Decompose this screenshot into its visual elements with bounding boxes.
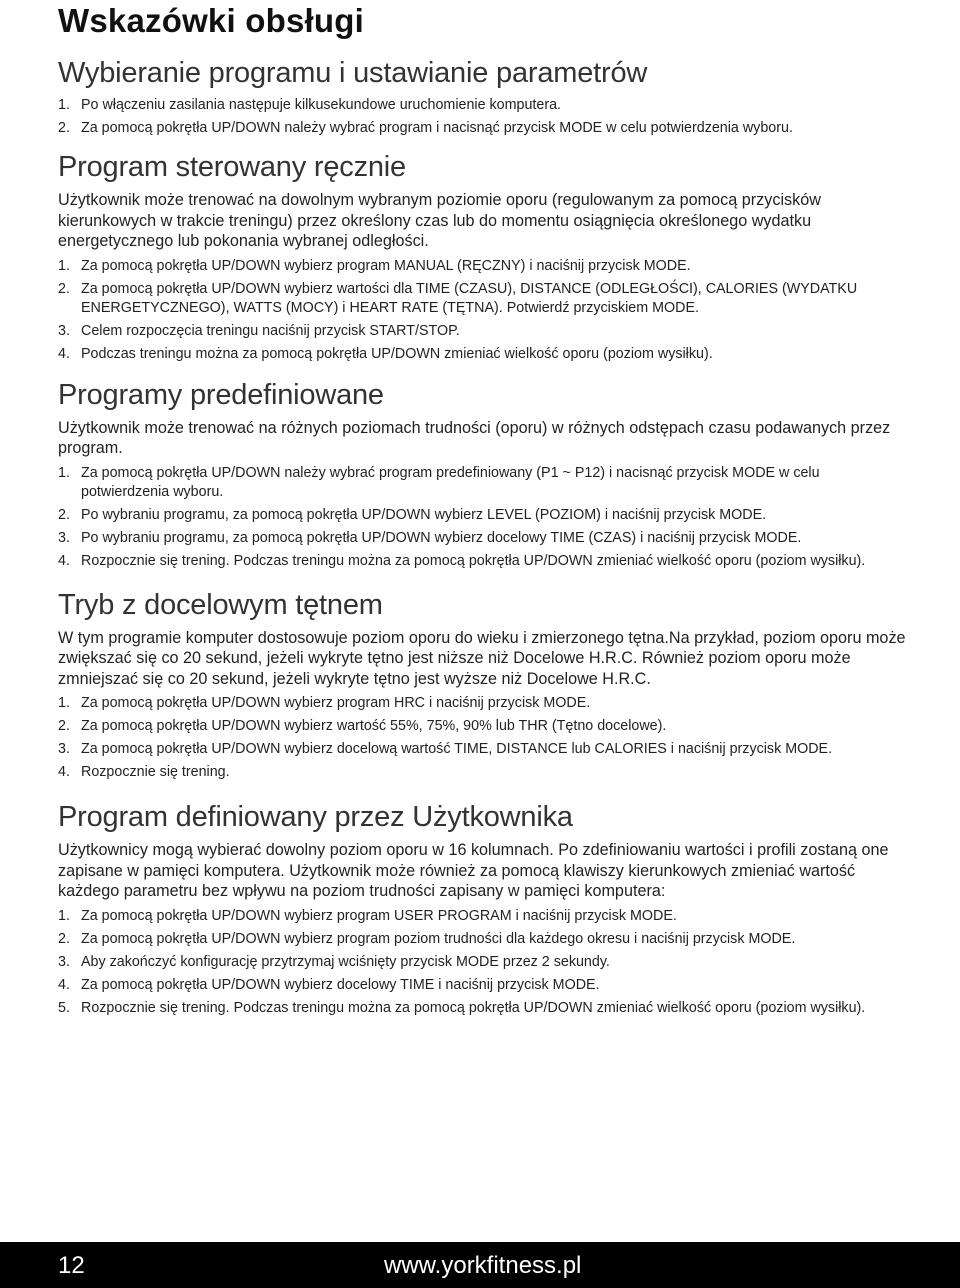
- section-heading: Tryb z docelowym tętnem: [58, 588, 383, 621]
- list-item: [58, 552, 908, 571]
- step-number: 2.: [58, 120, 70, 136]
- page-footer: [0, 1242, 960, 1288]
- list-item: [58, 506, 908, 525]
- step-text: Za pomocą pokrętła UP/DOWN wybierz wartości dla TIME (CZASU), DISTANCE (ODLEGŁOŚCI), CALORIES (WYDATKU ENERGETYCZNEGO), WATTS (MOCY) i HEART RATE (TĘTNA). Potwierdź przyciskiem MODE.: [81, 280, 858, 316]
- step-text: Za pomocą pokrętła UP/DOWN wybierz program MANUAL (RĘCZNY) i naciśnij przycisk MODE.: [81, 257, 691, 274]
- step-text: Za pomocą pokrętła UP/DOWN wybierz program USER PROGRAM i naciśnij przycisk MODE.: [81, 907, 677, 924]
- step-number: 3.: [58, 741, 70, 757]
- steps-list: [58, 907, 908, 1018]
- steps-list: [58, 96, 908, 138]
- section-intro: W tym programie komputer dostosowuje poziom oporu do wieku i zmierzonego tętna.Na przykład, poziom oporu może zwiększać się co 20 sekund, jeżeli wykryte tętno jest niższe niż Docelowe H.R.C. Również poziom oporu może zmniejszać się co 20 sekund, jeżeli wykryte tętno jest wyższe niż Docelowe H.R.C.: [58, 628, 906, 688]
- list-item: [58, 999, 908, 1018]
- step-number: 1.: [58, 257, 70, 274]
- step-number: 2.: [58, 280, 70, 297]
- step-number: 4.: [58, 764, 70, 780]
- step-text: Celem rozpoczęcia treningu naciśnij przycisk START/STOP.: [81, 322, 460, 339]
- step-text: Za pomocą pokrętła UP/DOWN wybierz program poziom trudności dla każdego okresu i naciśnij przycisk MODE.: [81, 930, 796, 947]
- step-number: 3.: [58, 529, 70, 546]
- step-text: Za pomocą pokrętła UP/DOWN należy wybrać program predefiniowany (P1 ~ P12) i nacisnąć przycisk MODE w celu potwierdzenia wyboru.: [81, 464, 820, 500]
- list-item: [58, 976, 908, 995]
- step-number: 3.: [58, 953, 70, 970]
- list-item: [58, 322, 908, 341]
- list-item: [58, 96, 908, 115]
- step-number: 4.: [58, 345, 70, 362]
- step-number: 1.: [58, 907, 70, 924]
- list-item: [58, 464, 908, 502]
- section-heading: Program definiowany przez Użytkownika: [58, 801, 573, 833]
- steps-list: [58, 464, 908, 571]
- page-number: 12: [58, 1252, 85, 1279]
- section-predefined-programs: [58, 378, 908, 571]
- step-text: Za pomocą pokrętła UP/DOWN wybierz program HRC i naciśnij przycisk MODE.: [81, 695, 591, 711]
- section-heading: Program sterowany ręcznie: [58, 151, 406, 183]
- step-number: 2.: [58, 506, 70, 523]
- list-item: [58, 345, 908, 364]
- section-user-program: [58, 800, 908, 1018]
- section-intro: Użytkownicy mogą wybierać dowolny poziom oporu w 16 kolumnach. Po zdefiniowaniu wartości i profili zostaną one zapisane w pamięci komputera. Użytkownik może również za pomocą klawiszy kierunkowych zmieniać wartość każdego parametru bez wpływu na poziom trudności zapisany w pamięci komputera:: [58, 841, 889, 900]
- list-item: [58, 763, 908, 782]
- step-text: Za pomocą pokrętła UP/DOWN wybierz wartość 55%, 75%, 90% lub THR (Tętno docelowe).: [81, 718, 667, 734]
- step-text: Po wybraniu programu, za pomocą pokrętła UP/DOWN wybierz docelowy TIME (CZAS) i naciśnij przycisk MODE.: [81, 529, 802, 546]
- step-number: 1.: [58, 695, 70, 711]
- list-item: [58, 930, 908, 949]
- step-number: 2.: [58, 718, 70, 734]
- step-number: 1.: [58, 464, 70, 481]
- step-number: 1.: [58, 97, 70, 113]
- step-text: Podczas treningu można za pomocą pokrętła UP/DOWN zmieniać wielkość oporu (poziom wysiłku).: [81, 345, 713, 362]
- step-text: Po wybraniu programu, za pomocą pokrętła UP/DOWN wybierz LEVEL (POZIOM) i naciśnij przycisk MODE.: [81, 506, 767, 523]
- step-text: Aby zakończyć konfigurację przytrzymaj wciśnięty przycisk MODE przez 2 sekundy.: [81, 953, 610, 970]
- list-item: [58, 907, 908, 926]
- list-item: [58, 694, 908, 713]
- step-number: 4.: [58, 552, 70, 569]
- step-text: Za pomocą pokrętła UP/DOWN należy wybrać program i nacisnąć przycisk MODE w celu potwierdzenia wyboru.: [81, 120, 793, 136]
- section-intro: Użytkownik może trenować na dowolnym wybranym poziomie oporu (regulowanym za pomocą przycisków kierunkowych w trakcie treningu) przez określony czas lub do momentu osiągnięcia określonego wydatku energetycznego lub pokonania wybranej odległości.: [58, 191, 821, 250]
- step-text: Rozpocznie się trening. Podczas treningu można za pomocą pokrętła UP/DOWN zmieniać wielkość oporu (poziom wysiłku).: [81, 999, 866, 1016]
- list-item: [58, 280, 908, 318]
- website-url: www.yorkfitness.pl: [384, 1252, 582, 1279]
- section-target-heart-rate: [58, 588, 908, 783]
- step-text: Rozpocznie się trening. Podczas treningu można za pomocą pokrętła UP/DOWN zmieniać wielkość oporu (poziom wysiłku).: [81, 552, 866, 569]
- section-program-selection: [58, 56, 908, 138]
- section-manual-program: [58, 150, 908, 364]
- step-number: 5.: [58, 999, 70, 1016]
- step-number: 2.: [58, 930, 70, 947]
- step-text: Za pomocą pokrętła UP/DOWN wybierz docelowy TIME i naciśnij przycisk MODE.: [81, 976, 600, 993]
- section-heading: Wybieranie programu i ustawianie parametrów: [58, 57, 648, 89]
- document-content: [58, 56, 908, 1022]
- section-intro: Użytkownik może trenować na różnych poziomach trudności (oporu) w różnych odstępach czasu podawanych przez program.: [58, 418, 891, 457]
- list-item: [58, 119, 908, 138]
- step-text: Rozpocznie się trening.: [81, 764, 230, 780]
- steps-list: [58, 694, 908, 782]
- step-number: 3.: [58, 322, 70, 339]
- step-text: Po włączeniu zasilania następuje kilkusekundowe uruchomienie komputera.: [81, 97, 562, 113]
- list-item: [58, 740, 908, 759]
- list-item: [58, 717, 908, 736]
- step-number: 4.: [58, 976, 70, 993]
- list-item: [58, 257, 908, 276]
- list-item: [58, 953, 908, 972]
- steps-list: [58, 257, 908, 364]
- page-title: Wskazówki obsługi: [58, 2, 364, 39]
- section-heading: Programy predefiniowane: [58, 378, 384, 411]
- list-item: [58, 529, 908, 548]
- step-text: Za pomocą pokrętła UP/DOWN wybierz docelową wartość TIME, DISTANCE lub CALORIES i naciśnij przycisk MODE.: [81, 741, 833, 757]
